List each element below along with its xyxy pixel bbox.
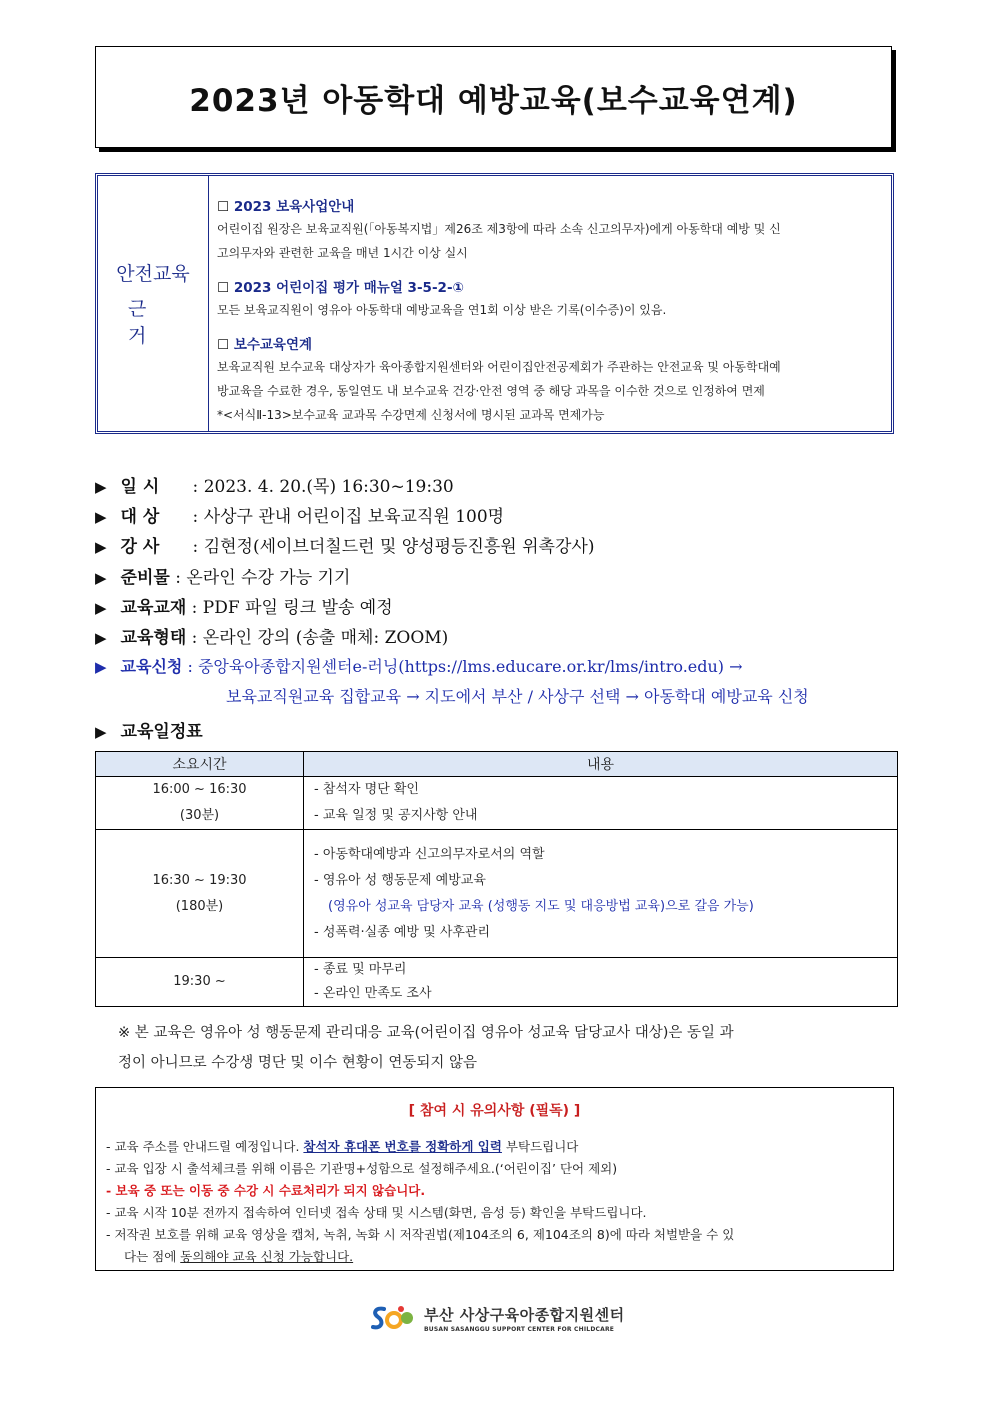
page-title: 2023년 아동학대 예방교육(보수교육연계) xyxy=(189,82,798,119)
list-item: - 교육 시작 10분 전까지 접속하여 인터넷 접속 상태 및 시스템(화면, 음성 등) 확인을 부탁드립니다. xyxy=(106,1205,647,1220)
table-row xyxy=(96,958,898,1007)
info-value: 온라인 수강 가능 기기 xyxy=(186,568,351,588)
basis-item-heading: 보수교육연계 xyxy=(233,337,313,353)
info-date: ▶ 일 시 : 2023. 4. 20.(목) 16:30~19:30 xyxy=(95,472,454,497)
triangle-bullet-icon: ▶ xyxy=(95,538,107,556)
footer-org-name-en: BUSAN SASANGGU SUPPORT CENTER FOR CHILDCARE xyxy=(424,1325,615,1333)
basis-item-3 xyxy=(217,333,781,427)
basis-item-line: 고의무자와 관련한 교육을 매년 1시간 이상 실시 xyxy=(217,246,468,260)
info-material: ▶ 교육교재 : PDF 파일 링크 발송 예정 xyxy=(95,593,393,618)
basis-item-line: 모든 보육교직원이 영유아 아동학대 예방교육을 연1회 이상 받은 기록(이수증)이 있음. xyxy=(217,303,667,317)
basis-item-line: 어린이집 원장은 보육교직원(「아동복지법」제26조 제3항에 따라 소속 신고의무자)에게 아동학대 예방 및 신 xyxy=(217,222,781,236)
checkbox-icon: ☐ xyxy=(217,337,230,353)
notice-text: ※ 본 교육은 영유아 성 행동문제 관리대응 교육(어린이집 영유아 성교육 담당교사 대상)은 동일 과 정이 아니므로 수강생 명단 및 이수 현황이 연동되지 않음 xyxy=(118,1025,734,1071)
info-label: 준비물 xyxy=(120,568,170,588)
apply-link[interactable]: 중앙육아종합지원센터e-러닝(https://lms.educare.or.kr/lms/intro.edu) → xyxy=(197,657,743,676)
time-cell: 19:30 ~ xyxy=(96,958,304,1007)
footer-logo xyxy=(370,1303,625,1333)
info-label: 교육교재 xyxy=(120,598,187,618)
time-cell: 16:00 ~ 16:30 (30분) xyxy=(96,777,304,830)
time-cell: 16:30 ~ 19:30 (180분) xyxy=(96,830,304,958)
table-row xyxy=(96,830,898,958)
info-lecturer: ▶ 강 사 : 김현정(세이브더칠드런 및 양성평등진흥원 위촉강사) xyxy=(95,532,594,557)
info-apply: ▶ 교육신청 : 중앙육아종합지원센터e-러닝(https://lms.educare.or.kr/lms/intro.edu) → xyxy=(95,654,743,677)
info-prep: ▶ 준비물 : 온라인 수강 가능 기기 xyxy=(95,563,350,588)
list-item: - 저작권 보호를 위해 교육 영상을 캡처, 녹취, 녹화 시 저작권법(제104조의 6, 제104조의 8)에 따라 처벌받을 수 있 xyxy=(106,1227,735,1242)
column-header-time: 소요시간 xyxy=(96,752,304,777)
basis-item-line: 보육교직원 보수교육 대상자가 육아종합지원센터와 어린이집안전공제회가 주관하는 안전교육 및 아동학대예 xyxy=(217,360,781,374)
info-label: 일 시 xyxy=(120,477,160,497)
triangle-bullet-icon: ▶ xyxy=(95,723,107,741)
list-item: - 교육 입장 시 출석체크를 위해 이름은 기관명+성함으로 설정해주세요.(‘어린이집’ 단어 제외) xyxy=(106,1161,618,1176)
schedule-table xyxy=(95,751,898,1007)
basis-item-heading: 2023 보육사업안내 xyxy=(233,199,355,215)
column-header-content: 내용 xyxy=(304,752,898,777)
caution-list xyxy=(106,1136,734,1268)
info-value: 사상구 관내 어린이집 보육교직원 100명 xyxy=(203,507,505,527)
caution-title: [ 참여 시 유의사항 (필독) ] xyxy=(408,1103,581,1119)
info-label: 교육신청 xyxy=(120,657,183,676)
content-cell: - 아동학대예방과 신고의무자로서의 역할 - 영유아 성 행동문제 예방교육 (영유아 성교육 담당자 교육 (성행동 지도 및 대응방법 교육)으로 갈음 가능) - 성폭력·실종 예방 및 사후관리 xyxy=(304,830,898,958)
basis-item-2 xyxy=(217,276,666,322)
basis-label-line2: 근거 xyxy=(128,298,177,347)
basis-label-line1: 안전교육 xyxy=(116,263,190,285)
footer-org-name: 부산 사상구육아종합지원센터 xyxy=(424,1305,625,1324)
info-value: PDF 파일 링크 발송 예정 xyxy=(202,598,393,618)
info-label: 강 사 xyxy=(120,537,160,557)
table-header-row xyxy=(96,752,898,777)
basis-item-line: *<서식Ⅱ-13>보수교육 교과목 수강면제 신청서에 명시된 교과목 면제가능 xyxy=(217,408,605,422)
schedule-heading xyxy=(95,717,203,742)
triangle-bullet-icon: ▶ xyxy=(95,508,107,526)
triangle-bullet-icon: ▶ xyxy=(95,569,107,587)
triangle-bullet-icon: ▶ xyxy=(95,658,107,676)
center-logo-icon xyxy=(370,1303,418,1333)
checkbox-icon: ☐ xyxy=(217,199,230,215)
info-label: 교육형태 xyxy=(120,628,187,648)
info-target: ▶ 대 상 : 사상구 관내 어린이집 보육교직원 100명 xyxy=(95,502,504,527)
info-value: 2023. 4. 20.(목) 16:30~19:30 xyxy=(203,477,454,497)
info-format: ▶ 교육형태 : 온라인 강의 (송출 매체: ZOOM) xyxy=(95,623,448,648)
info-value: 온라인 강의 (송출 매체: ZOOM) xyxy=(202,628,449,648)
list-item: - 보육 중 또는 이동 중 수강 시 수료처리가 되지 않습니다. xyxy=(106,1183,426,1198)
triangle-bullet-icon: ▶ xyxy=(95,599,107,617)
content-cell: - 참석자 명단 확인 - 교육 일정 및 공지사항 안내 xyxy=(304,777,898,830)
basis-label-cell xyxy=(98,176,209,431)
title-box xyxy=(95,46,892,148)
triangle-bullet-icon: ▶ xyxy=(95,629,107,647)
content-cell: - 종료 및 마무리 - 온라인 만족도 조사 xyxy=(304,958,898,1007)
caution-box xyxy=(95,1087,894,1271)
info-value: 김현정(세이브더칠드런 및 양성평등진흥원 위촉강사) xyxy=(203,537,595,557)
basis-item-1 xyxy=(217,195,781,265)
basis-item-line: 방교육을 수료한 경우, 동일연도 내 보수교육 건강·안전 영역 중 해당 과목을 이수한 것으로 인정하여 면제 xyxy=(217,384,765,398)
checkbox-icon: ☐ xyxy=(217,280,230,296)
table-row xyxy=(96,777,898,830)
basis-item-heading: 2023 어린이집 평가 매뉴얼 3-5-2-① xyxy=(233,280,464,296)
safety-education-basis-box xyxy=(95,173,894,434)
list-item: 다는 점에 동의해야 교육 신청 가능합니다. xyxy=(124,1249,354,1264)
info-label: 대 상 xyxy=(120,507,160,527)
schedule-heading-label: 교육일정표 xyxy=(120,722,203,742)
info-apply-path: 보육교직원교육 집합교육 → 지도에서 부산 / 사상구 선택 → 아동학대 예방교육 신청 xyxy=(226,687,809,706)
list-item: - 교육 주소를 안내드릴 예정입니다. 참석자 휴대폰 번호를 정확하게 입력 부탁드립니다 xyxy=(106,1139,579,1154)
triangle-bullet-icon: ▶ xyxy=(95,478,107,496)
